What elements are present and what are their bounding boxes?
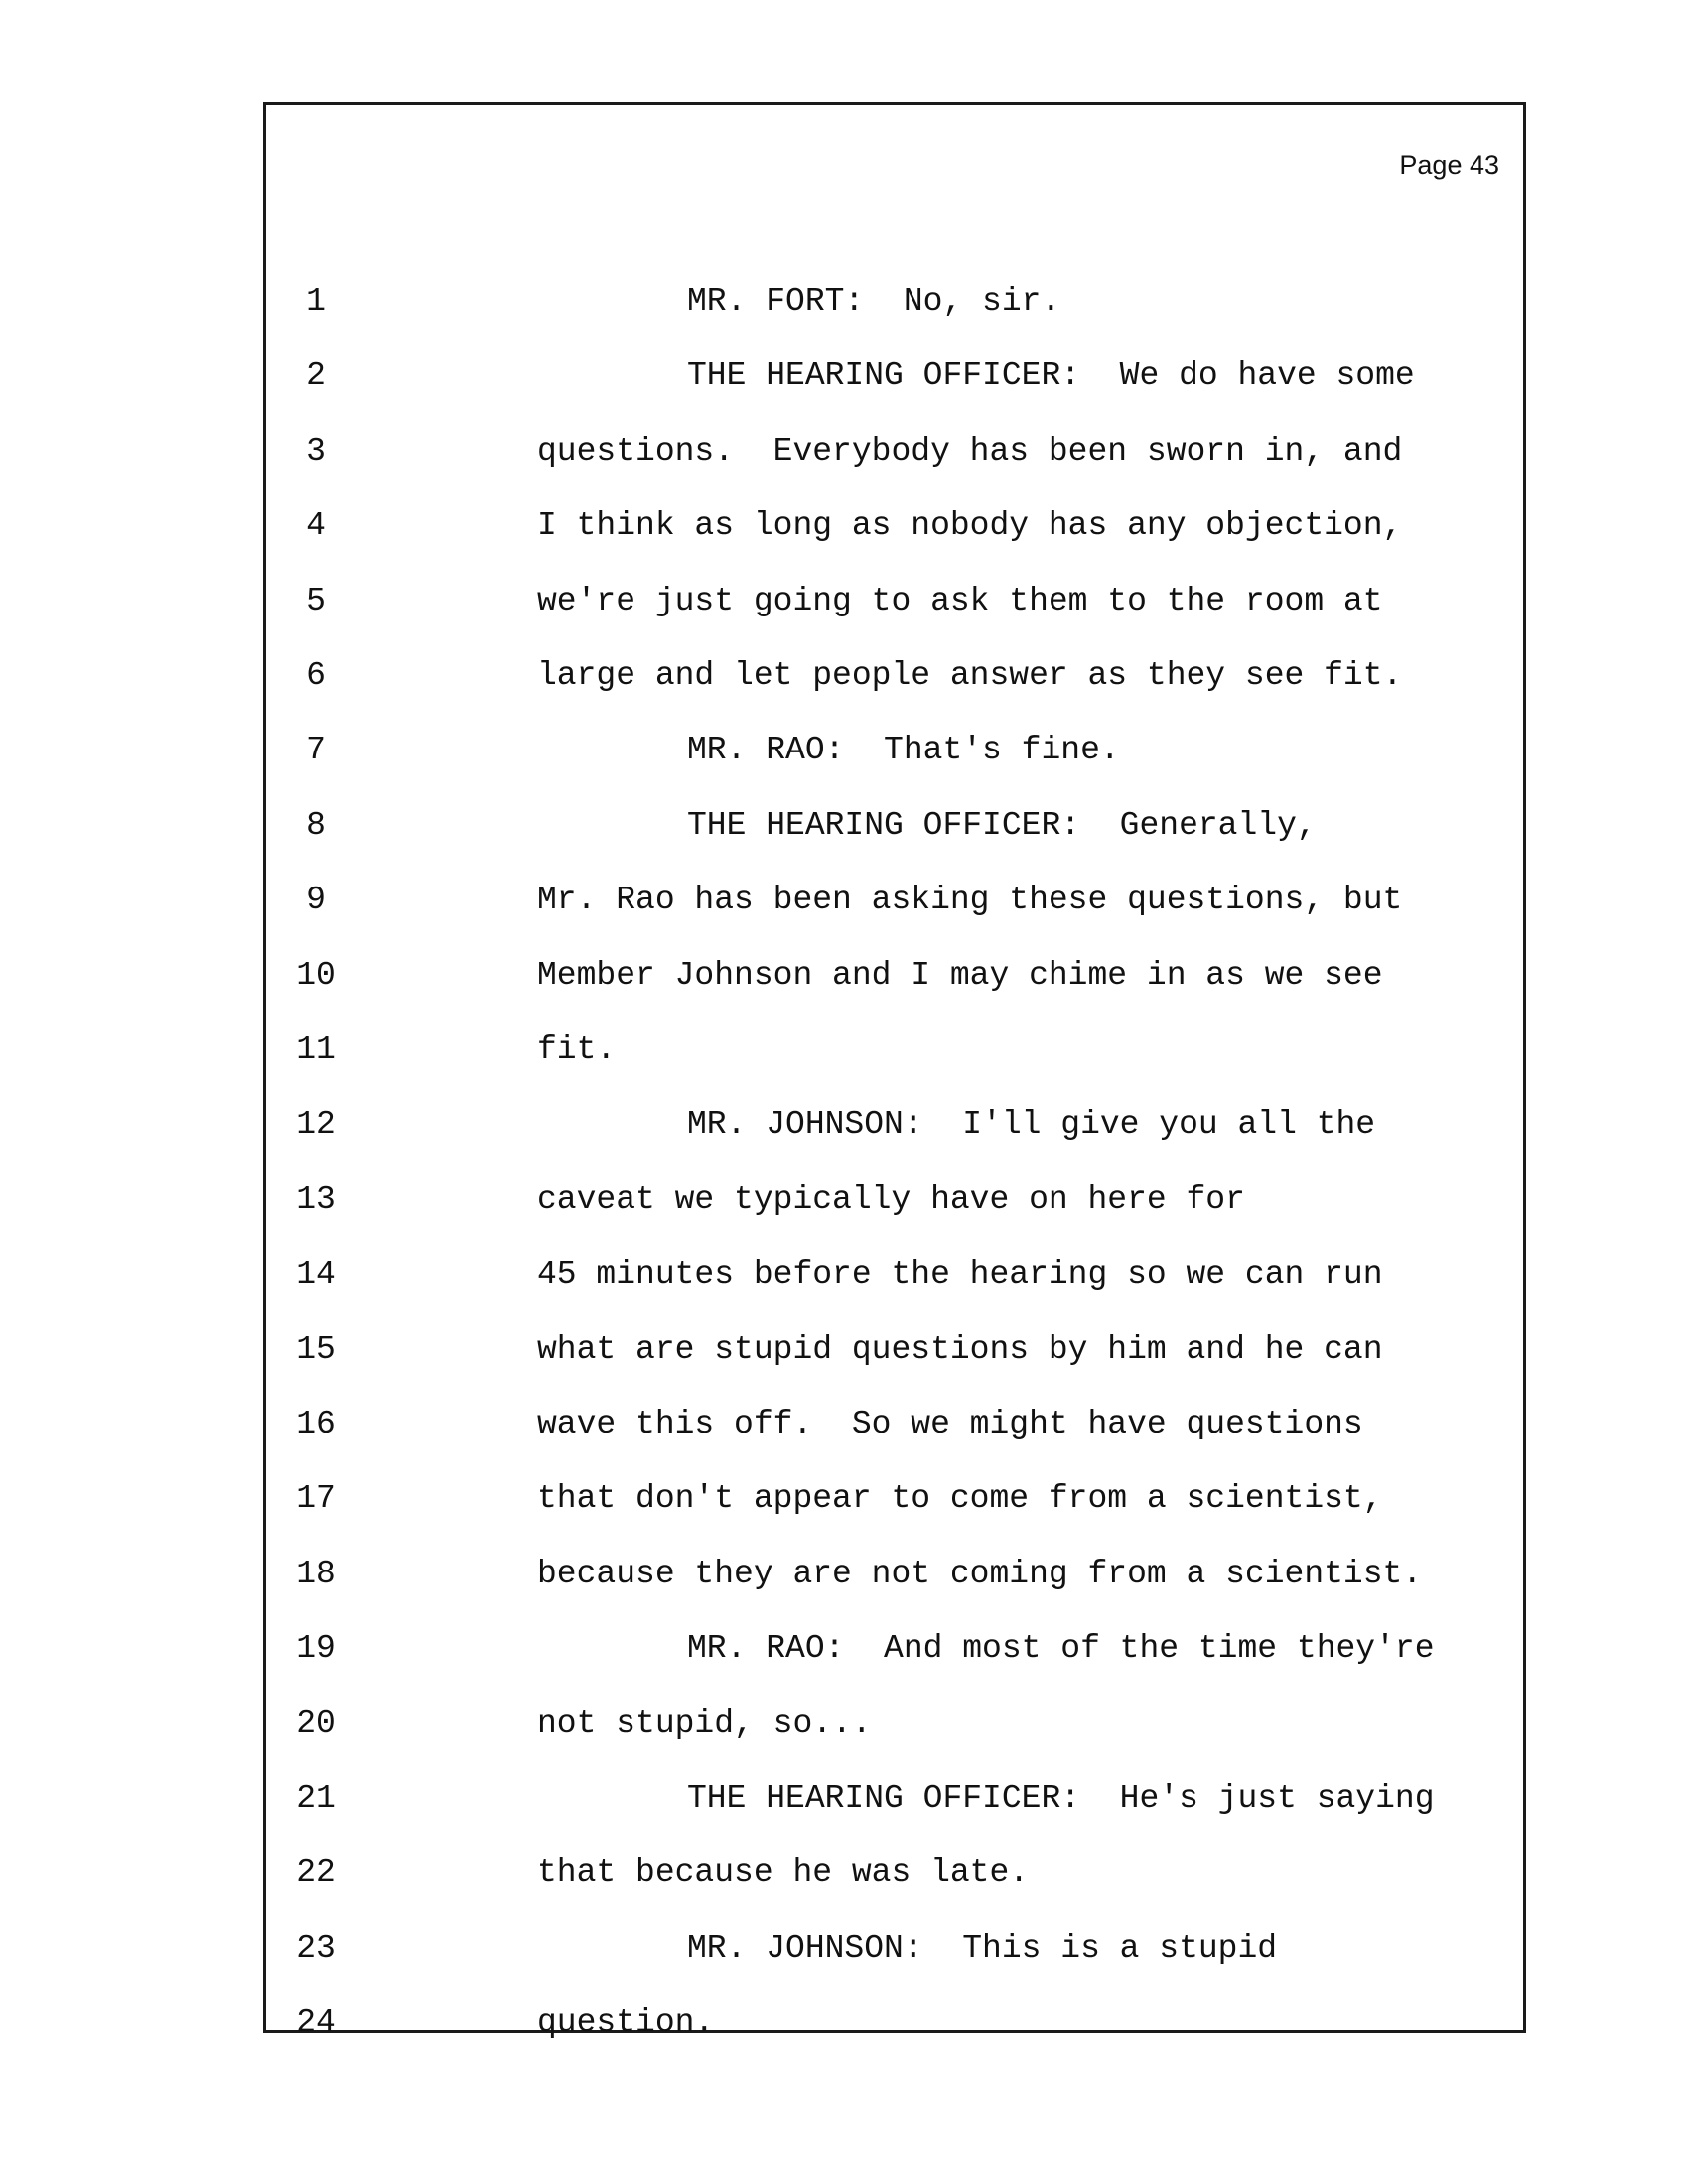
line-number: 14 <box>296 1256 336 1294</box>
line-number: 15 <box>296 1330 336 1368</box>
line-number: 21 <box>296 1780 336 1817</box>
line-number: 17 <box>296 1480 336 1518</box>
transcript-line <box>266 572 1523 631</box>
transcript-line <box>266 1095 1523 1155</box>
line-text: 45 minutes before the hearing so we can run <box>537 1256 1383 1294</box>
transcript-line <box>266 1919 1523 1979</box>
transcript-line <box>266 1843 1523 1903</box>
line-number: 8 <box>306 806 326 844</box>
line-text: MR. JOHNSON: I'll give you all the <box>687 1106 1376 1144</box>
line-text: large and let people answer as they see fit. <box>537 657 1403 694</box>
line-number: 2 <box>306 357 326 395</box>
transcript-page <box>263 102 1526 2042</box>
line-text: MR. FORT: No, sir. <box>687 283 1061 320</box>
transcript-line <box>266 1993 1523 2053</box>
line-text: THE HEARING OFFICER: He's just saying <box>687 1780 1435 1817</box>
line-text: fit. <box>537 1031 617 1068</box>
transcript-line <box>266 1619 1523 1679</box>
line-number: 5 <box>306 582 326 619</box>
line-text: questions. Everybody has been sworn in, and <box>537 432 1403 470</box>
line-number: 4 <box>306 507 326 545</box>
line-text: because they are not coming from a scientist. <box>537 1555 1423 1592</box>
line-number: 16 <box>296 1406 336 1442</box>
transcript-line <box>266 1245 1523 1304</box>
line-number: 23 <box>296 1929 336 1967</box>
transcript-line <box>266 796 1523 856</box>
transcript-line <box>266 646 1523 706</box>
line-number: 9 <box>306 882 326 919</box>
line-number: 20 <box>296 1705 336 1742</box>
line-text: not stupid, so... <box>537 1705 872 1742</box>
transcript-line <box>266 1320 1523 1380</box>
line-text: question. <box>537 2004 715 2042</box>
line-text: wave this off. So we might have questions <box>537 1406 1363 1442</box>
transcript-line <box>266 346 1523 406</box>
line-text: we're just going to ask them to the room at <box>537 582 1383 619</box>
transcript-line <box>266 1170 1523 1230</box>
line-text: MR. JOHNSON: This is a stupid <box>687 1929 1278 1967</box>
line-number: 6 <box>306 657 326 694</box>
line-text: MR. RAO: That's fine. <box>687 732 1120 769</box>
transcript-line <box>266 1769 1523 1829</box>
transcript-line <box>266 496 1523 556</box>
line-text: Mr. Rao has been asking these questions, but <box>537 882 1403 919</box>
line-number: 10 <box>296 956 336 994</box>
line-number: 24 <box>296 2004 336 2042</box>
transcript-line <box>266 946 1523 1006</box>
line-text: THE HEARING OFFICER: We do have some <box>687 357 1415 395</box>
transcript-line <box>266 871 1523 930</box>
transcript-line <box>266 1545 1523 1604</box>
line-text: MR. RAO: And most of the time they're <box>687 1630 1435 1668</box>
line-number: 18 <box>296 1555 336 1592</box>
transcript-line <box>266 422 1523 481</box>
line-text: caveat we typically have on here for <box>537 1180 1245 1218</box>
transcript-line <box>266 1469 1523 1529</box>
line-text: Member Johnson and I may chime in as we see <box>537 956 1383 994</box>
page-number: Page 43 <box>1399 150 1499 180</box>
line-text: what are stupid questions by him and he can <box>537 1330 1383 1368</box>
line-text: THE HEARING OFFICER: Generally, <box>687 806 1317 844</box>
line-number: 19 <box>296 1630 336 1668</box>
line-text: that because he was late. <box>537 1854 1030 1892</box>
line-number: 7 <box>306 732 326 769</box>
transcript-line <box>266 721 1523 780</box>
line-number: 22 <box>296 1854 336 1892</box>
line-number: 3 <box>306 432 326 470</box>
transcript-line <box>266 1395 1523 1454</box>
line-number: 13 <box>296 1180 336 1218</box>
transcript-line <box>266 272 1523 332</box>
transcript-line <box>266 1695 1523 1754</box>
line-text: I think as long as nobody has any objection, <box>537 507 1403 545</box>
transcript-line <box>266 1021 1523 1080</box>
line-number: 1 <box>306 283 326 320</box>
line-number: 11 <box>296 1031 336 1068</box>
line-text: that don't appear to come from a scientist, <box>537 1480 1383 1518</box>
line-number: 12 <box>296 1106 336 1144</box>
